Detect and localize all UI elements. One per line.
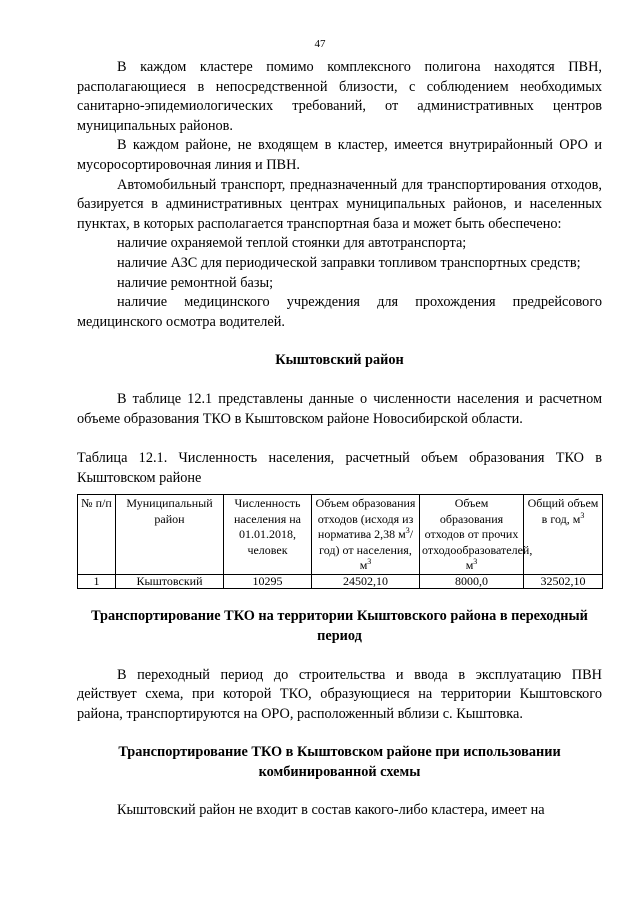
list-item-parking: наличие охраняемой теплой стоянки для автотранспорта; [117, 235, 467, 252]
header-volume-other: Объем образования отходов от прочих отходообразователей, $м^3$ [420, 495, 524, 575]
table-header-row [78, 495, 603, 575]
population-waste-table [77, 494, 603, 589]
paragraph-transitional: В переходный период до строительства и ввода в эксплуатацию ПВН действует схема, при которой ТКО, образующиеся на территории Кыштовского района, транспортируются на ОРО, расположенный вблизи с. Кыштовка. [77, 666, 602, 722]
table-container [77, 494, 602, 589]
cell-volume-total: 32502,10 [524, 575, 603, 589]
cell-number: 1 [78, 575, 116, 589]
cell-volume-population: 24502,10 [312, 575, 420, 589]
list-item-fuel-station: наличие АЗС для периодической заправки топливом транспортных средств; [117, 254, 581, 271]
header-volume-total: Общий объем в год, $м^3$ [524, 495, 603, 575]
paragraph-combined: Кыштовский район не входит в состав какого-либо кластера, имеет на [117, 802, 545, 819]
paragraph-non-cluster-districts: В каждом районе, не входящем в кластер, имеется внутрирайонный ОРО и мусоросортировочная линия и ПВН. [77, 137, 602, 173]
table-caption: Таблица 12.1. Численность населения, расчетный объем образования ТКО в Кыштовском районе [77, 450, 602, 486]
paragraph-vehicle-base: Автомобильный транспорт, предназначенный для транспортирования отходов, базируется в административных центрах муниципальных районов, и населенных пунктах, в которых располагается транспортная база и может быть обеспечено: [77, 176, 602, 232]
cell-population: 10295 [224, 575, 312, 589]
page-number: 47 [314, 38, 326, 50]
paragraph-table-intro: В таблице 12.1 представлены данные о численности населения и расчетном объеме образования ТКО в Кыштовском районе Новосибирской области. [77, 390, 602, 427]
cell-district: Кыштовский [116, 575, 224, 589]
heading-district: Кыштовский район [275, 352, 404, 369]
list-item-repair-base: наличие ремонтной базы; [117, 274, 274, 291]
heading-transport-combined: Транспортирование ТКО в Кыштовском районе при использовании комбинированной схемы [118, 744, 561, 780]
list-item-medical: наличие медицинского учреждения для прохождения предрейсового медицинского осмотра водителей. [77, 294, 602, 330]
cell-volume-other: 8000,0 [420, 575, 524, 589]
heading-transport-transitional: Транспортирование ТКО на территории Кыштовского района в переходный период [91, 608, 588, 644]
header-number: № п/п [78, 495, 116, 575]
header-population: Численность населения на 01.01.2018, человек [224, 495, 312, 575]
document-body [77, 58, 602, 821]
paragraph-clusters: В каждом кластере помимо комплексного полигона находятся ПВН, располагающиеся в непосредственной близости, с соблюдением необходимых санитарно-эпидемиологических требований, от административных центров муниципальных районов. [77, 59, 602, 134]
table-row [78, 575, 603, 589]
header-district: Муниципальный район [116, 495, 224, 575]
header-volume-population: Объем образования отходов (исходя из норматива 2,38 $м^3/год$) от населения, $м^3$ [312, 495, 420, 575]
